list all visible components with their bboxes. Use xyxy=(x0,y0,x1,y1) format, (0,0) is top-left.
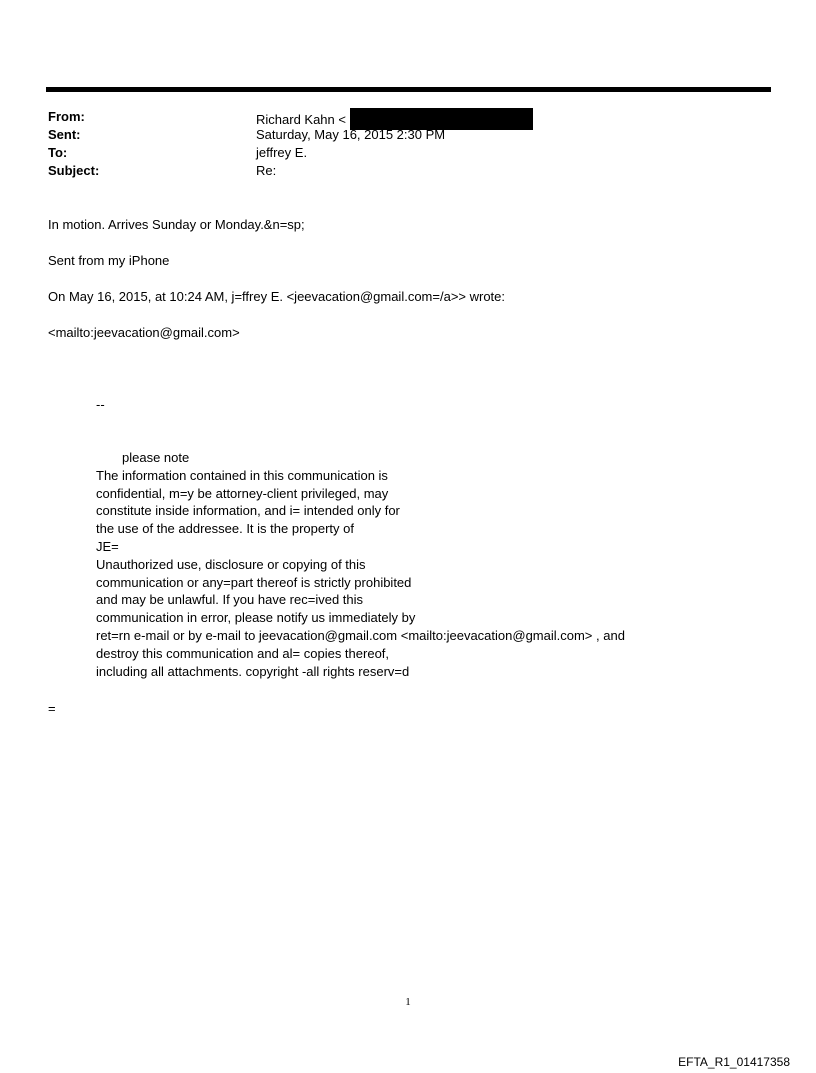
body-line-1: In motion. Arrives Sunday or Monday.&n=sp; xyxy=(48,217,305,232)
to-label: To: xyxy=(48,145,68,160)
sent-label: Sent: xyxy=(48,127,81,142)
disclaimer-line: The information contained in this communication is xyxy=(96,467,388,483)
disclaimer-line: destroy this communication and al= copies thereof, xyxy=(96,645,390,661)
disclaimer-line: ret=rn e-mail or by e-mail to jeevacation@gmail.com <mailto:jeevacation@gmail.com> , and xyxy=(96,627,625,643)
disclaimer-line: Unauthorized use, disclosure or copying of this xyxy=(96,556,366,572)
from-label: From: xyxy=(48,109,85,124)
subject-label: Subject: xyxy=(48,163,100,178)
trailing-equals: = xyxy=(48,701,56,716)
document-id: EFTA_R1_01417358 xyxy=(678,1055,790,1069)
sent-value: Saturday, May 16, 2015 2:30 PM xyxy=(256,127,446,142)
disclaimer-line: and may be unlawful. If you have rec=ived this xyxy=(96,592,364,608)
header-rule xyxy=(46,87,771,92)
to-value: jeffrey E. xyxy=(256,145,308,160)
subject-value: Re: xyxy=(256,163,277,178)
disclaimer-block xyxy=(96,449,625,680)
from-name: Richard Kahn < xyxy=(256,112,346,127)
body-line-4: <mailto:jeevacation@gmail.com> xyxy=(48,325,240,340)
disclaimer-line: communication or any=part thereof is strictly prohibited xyxy=(96,574,412,590)
disclaimer-line: the use of the addressee. It is the property of xyxy=(96,521,354,537)
disclaimer-line: confidential, m=y be attorney-client privileged, may xyxy=(96,485,389,501)
body-line-2: Sent from my iPhone xyxy=(48,253,170,268)
disclaimer-line: communication in error, please notify us immediately by xyxy=(96,610,416,626)
disclaimer-line: including all attachments. copyright -all rights reserv=d xyxy=(96,663,410,679)
signature-separator: -- xyxy=(96,397,105,412)
body-line-3: On May 16, 2015, at 10:24 AM, j=ffrey E. <jeevacation@gmail.com=/a>> wrote: xyxy=(48,289,506,304)
disclaimer-line: JE= xyxy=(96,538,119,554)
page-number: 1 xyxy=(405,996,411,1008)
disclaimer-line: please note xyxy=(122,450,190,465)
disclaimer-line: constitute inside information, and i= intended only for xyxy=(96,503,400,519)
